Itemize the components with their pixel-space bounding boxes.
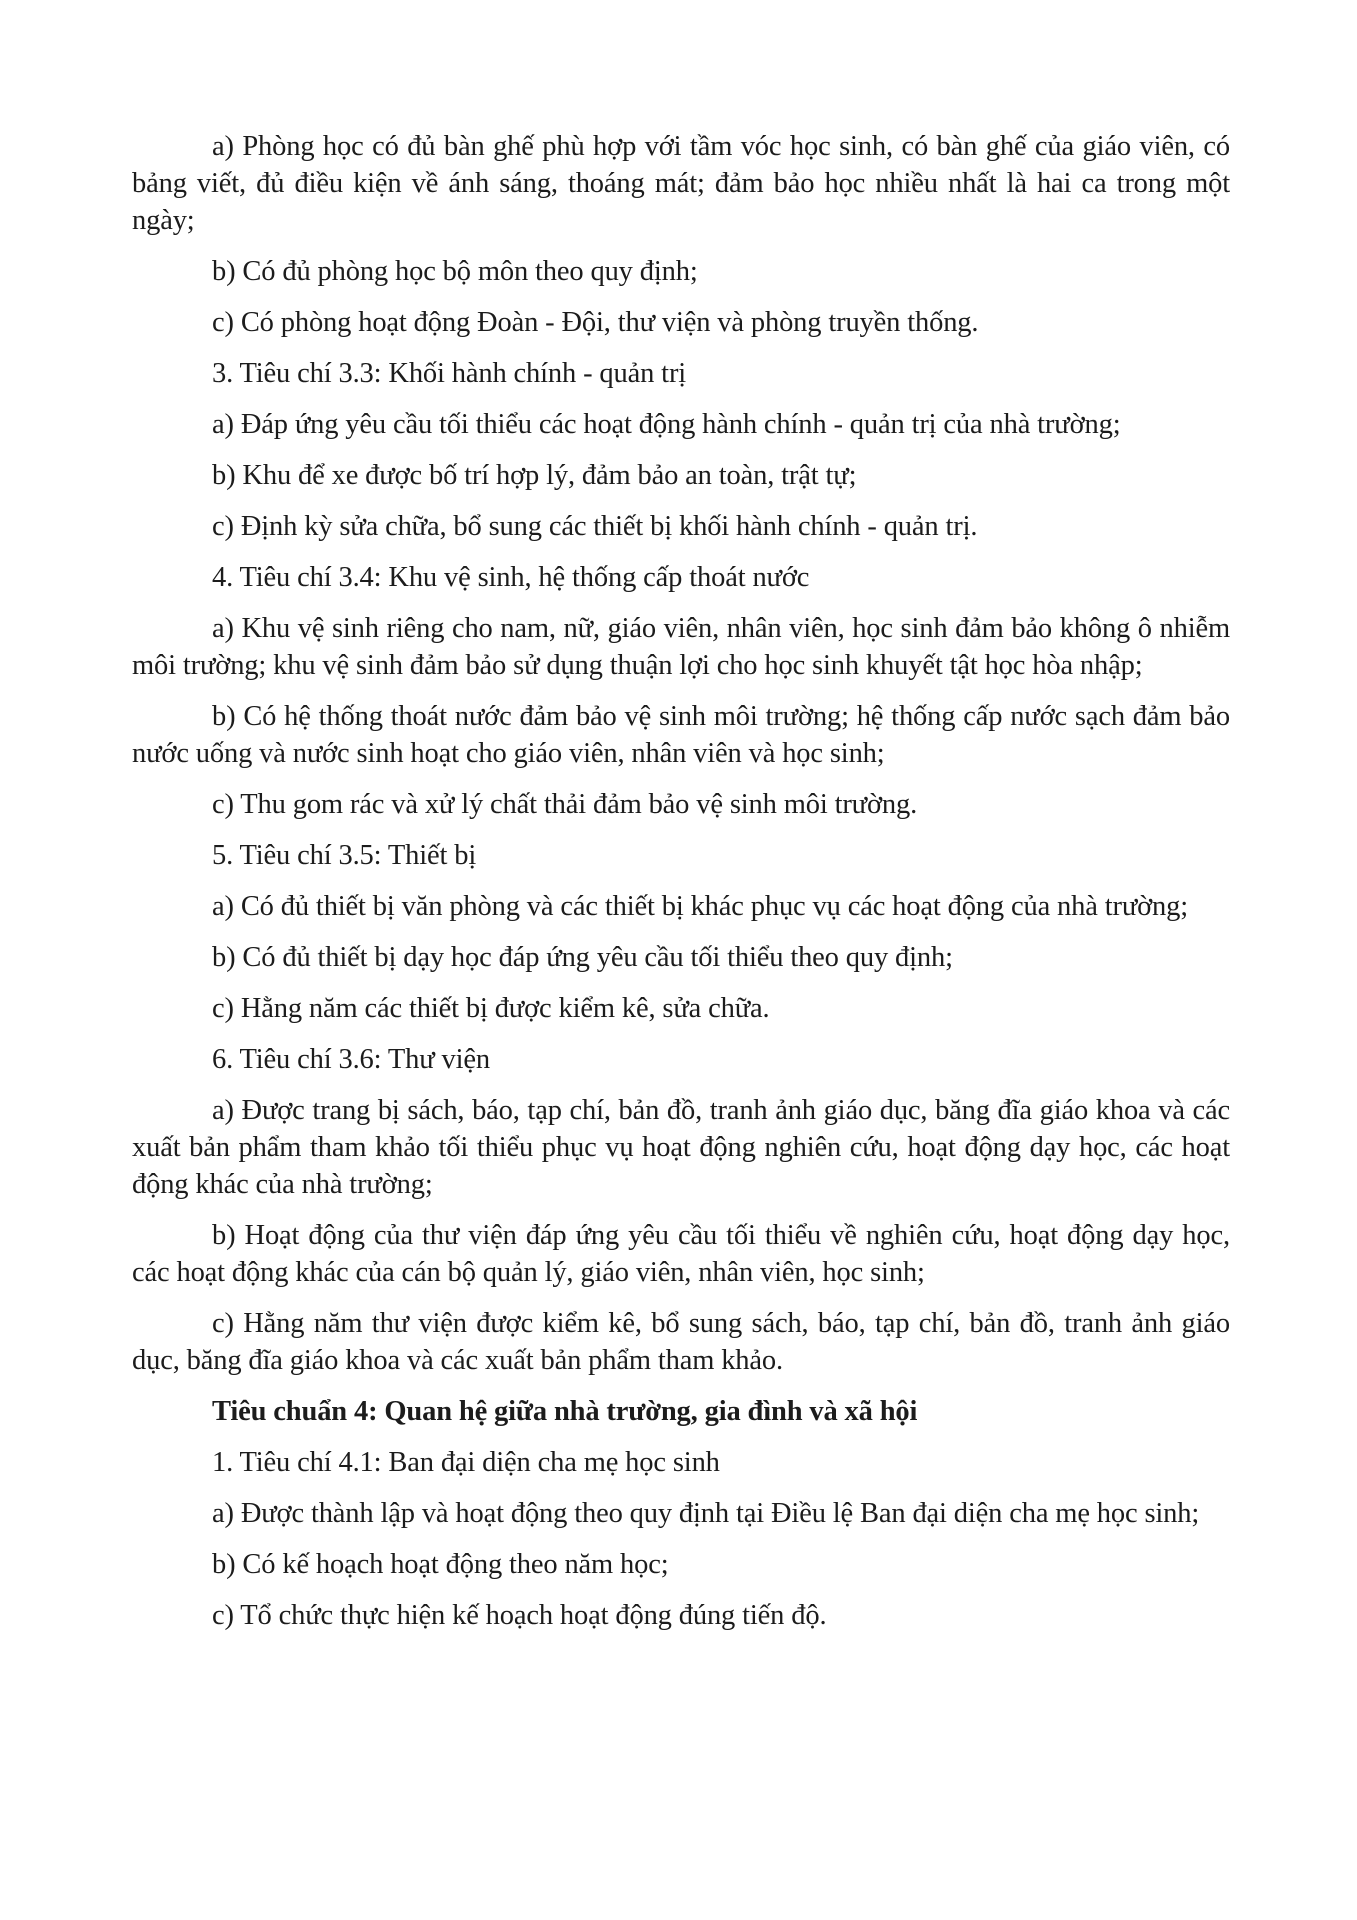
paragraph-library-b: b) Hoạt động của thư viện đáp ứng yêu cầu tối thiểu về nghiên cứu, hoạt động dạy học, các hoạt động khác của cán bộ quản lý, giáo viên, nhân viên, học sinh;	[132, 1220, 1230, 1288]
paragraph-sanitation-c: c) Thu gom rác và xử lý chất thải đảm bảo vệ sinh môi trường.	[212, 789, 918, 820]
paragraph-parents-c: c) Tổ chức thực hiện kế hoạch hoạt động đúng tiến độ.	[212, 1600, 827, 1631]
paragraph-parents-b: b) Có kế hoạch hoạt động theo năm học;	[212, 1549, 669, 1580]
paragraph-sanitation-b: b) Có hệ thống thoát nước đảm bảo vệ sinh môi trường; hệ thống cấp nước sạch đảm bảo nước uống và nước sinh hoạt cho giáo viên, nhân viên và học sinh;	[132, 701, 1230, 769]
paragraph-library-a: a) Được trang bị sách, báo, tạp chí, bản đồ, tranh ảnh giáo dục, băng đĩa giáo khoa và các xuất bản phẩm tham khảo tối thiểu phục vụ hoạt động nghiên cứu, hoạt động dạy học, các hoạt động khác của nhà trường;	[132, 1095, 1230, 1200]
paragraph-admin-c: c) Định kỳ sửa chữa, bổ sung các thiết bị khối hành chính - quản trị.	[212, 511, 978, 542]
paragraph-equipment-a: a) Có đủ thiết bị văn phòng và các thiết bị khác phục vụ các hoạt động của nhà trường;	[212, 891, 1189, 922]
paragraph-parents-a: a) Được thành lập và hoạt động theo quy định tại Điều lệ Ban đại diện cha mẹ học sinh;	[212, 1498, 1200, 1529]
criterion-4-1-heading: 1. Tiêu chí 4.1: Ban đại diện cha mẹ học sinh	[212, 1447, 720, 1478]
standard-4-heading: Tiêu chuẩn 4: Quan hệ giữa nhà trường, gia đình và xã hội	[212, 1396, 918, 1427]
paragraph-classroom-c: c) Có phòng hoạt động Đoàn - Đội, thư viện và phòng truyền thống.	[212, 307, 979, 338]
paragraph-classroom-b: b) Có đủ phòng học bộ môn theo quy định;	[212, 256, 698, 287]
paragraph-sanitation-a: a) Khu vệ sinh riêng cho nam, nữ, giáo viên, nhân viên, học sinh đảm bảo không ô nhiễm môi trường; khu vệ sinh đảm bảo sử dụng thuận lợi cho học sinh khuyết tật học hòa nhập;	[132, 613, 1230, 681]
criterion-3-5-heading: 5. Tiêu chí 3.5: Thiết bị	[212, 840, 477, 871]
document-page	[132, 128, 1230, 1648]
criterion-3-6-heading: 6. Tiêu chí 3.6: Thư viện	[212, 1044, 490, 1075]
paragraph-admin-b: b) Khu để xe được bố trí hợp lý, đảm bảo an toàn, trật tự;	[212, 460, 857, 491]
paragraph-classroom-a: a) Phòng học có đủ bàn ghế phù hợp với tầm vóc học sinh, có bàn ghế của giáo viên, có bảng viết, đủ điều kiện về ánh sáng, thoáng mát; đảm bảo học nhiều nhất là hai ca trong một ngày;	[132, 131, 1230, 236]
criterion-3-3-heading: 3. Tiêu chí 3.3: Khối hành chính - quản trị	[212, 358, 687, 389]
paragraph-equipment-c: c) Hằng năm các thiết bị được kiểm kê, sửa chữa.	[212, 993, 770, 1024]
criterion-3-4-heading: 4. Tiêu chí 3.4: Khu vệ sinh, hệ thống cấp thoát nước	[212, 562, 810, 593]
paragraph-admin-a: a) Đáp ứng yêu cầu tối thiểu các hoạt động hành chính - quản trị của nhà trường;	[212, 409, 1121, 440]
paragraph-library-c: c) Hằng năm thư viện được kiểm kê, bổ sung sách, báo, tạp chí, bản đồ, tranh ảnh giáo dục, băng đĩa giáo khoa và các xuất bản phẩm tham khảo.	[132, 1308, 1230, 1376]
paragraph-equipment-b: b) Có đủ thiết bị dạy học đáp ứng yêu cầu tối thiểu theo quy định;	[212, 942, 953, 973]
